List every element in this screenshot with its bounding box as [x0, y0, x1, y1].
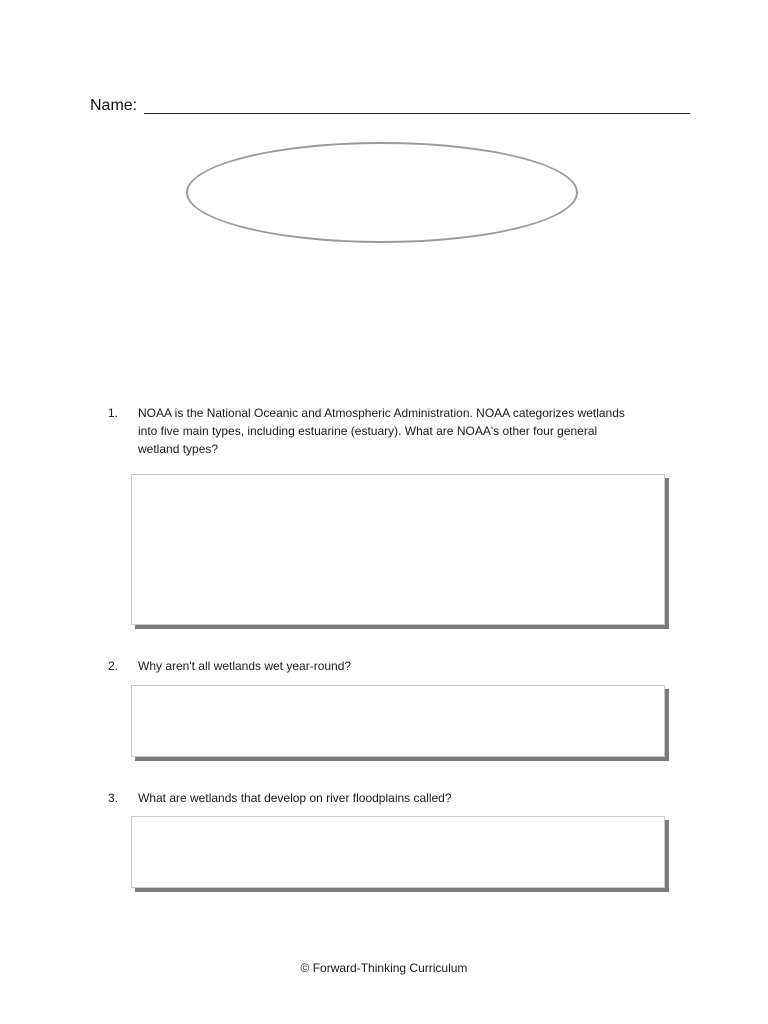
- question-3: [108, 789, 648, 809]
- title-oval: [186, 142, 578, 243]
- question-number: 3.: [108, 791, 119, 805]
- name-label: Name:: [90, 97, 138, 114]
- question-2: [108, 657, 648, 677]
- copyright-footer: © Forward-Thinking Curriculum: [300, 961, 468, 975]
- question-text: What are wetlands that develop on river floodplains called?: [138, 791, 452, 805]
- answer-box-3[interactable]: [131, 816, 665, 888]
- question-text: NOAA is the National Oceanic and Atmospheric Administration. NOAA categorizes wetlands into five main types, including estuarine (estuary). What are NOAA's other four general wetland types?: [138, 406, 625, 456]
- answer-box-2[interactable]: [131, 685, 665, 757]
- question-1: [108, 404, 648, 460]
- question-number: 1.: [108, 406, 119, 420]
- question-text: Why aren't all wetlands wet year-round?: [138, 659, 352, 673]
- answer-box-1[interactable]: [131, 474, 665, 625]
- name-write-line[interactable]: [144, 113, 690, 114]
- question-number: 2.: [108, 659, 119, 673]
- name-row: [90, 96, 692, 118]
